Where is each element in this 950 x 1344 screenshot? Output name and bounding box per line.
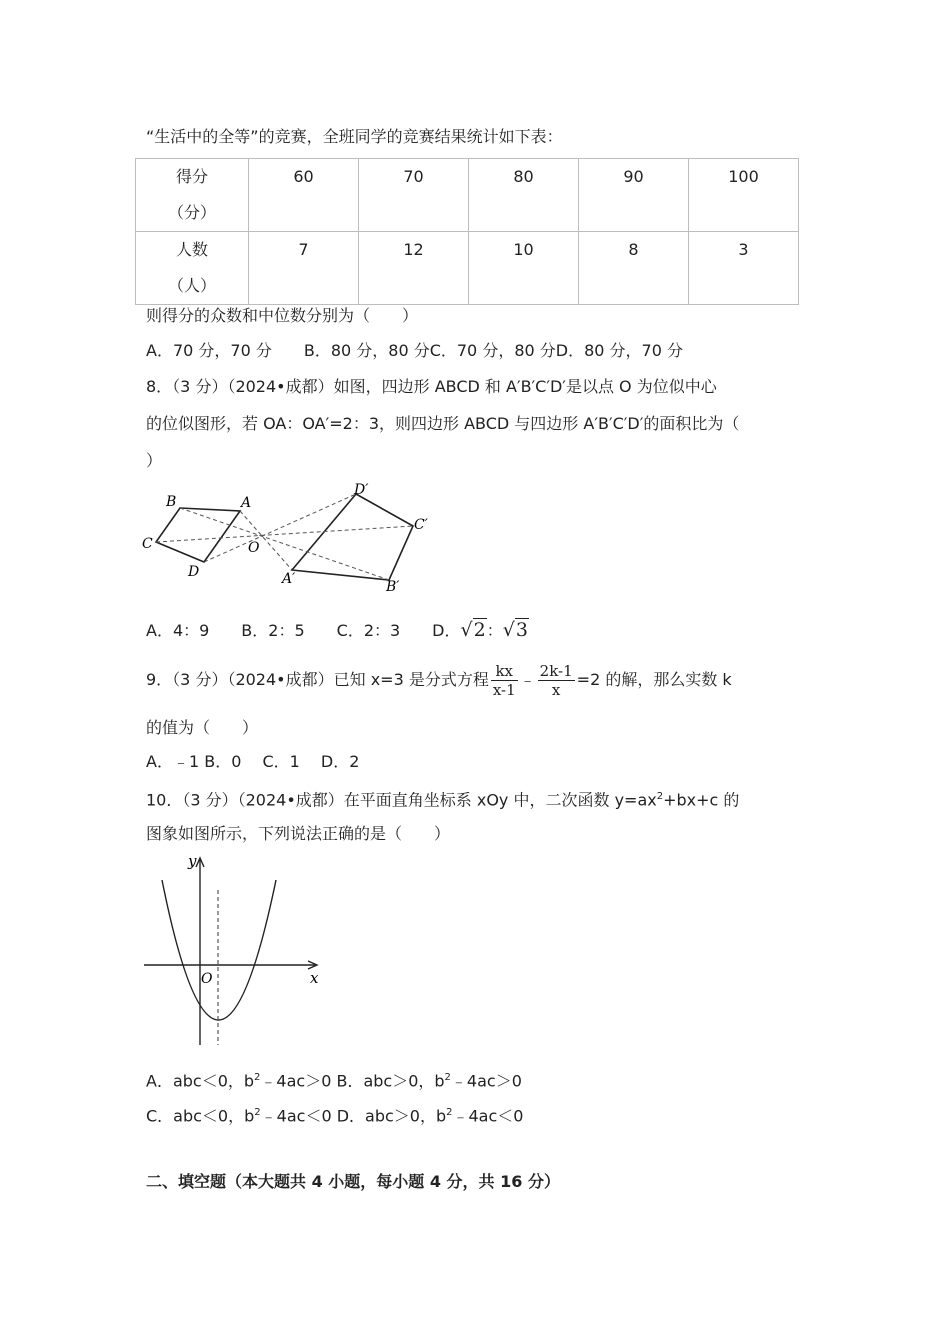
- table-cell: 7: [249, 232, 359, 305]
- q9-line2: 的值为（ ）: [146, 718, 259, 737]
- table-cell: 100: [689, 159, 799, 232]
- table-cell: 90: [579, 159, 689, 232]
- label-cprime: C′: [414, 517, 428, 533]
- q7-stem: 则得分的众数和中位数分别为（ ）: [146, 306, 419, 325]
- score-table: [135, 158, 799, 305]
- q8-line3: ）: [146, 451, 163, 470]
- table-cell: 10: [469, 232, 579, 305]
- table-cell: 70: [359, 159, 469, 232]
- label-c: C: [142, 536, 153, 552]
- q8-line1: 8．（3 分）（2024•成都）如图，四边形 ABCD 和 A′B′C′D′是以点 O 为位似中心: [146, 377, 717, 396]
- q10-options-cd: C．abc＜0，$b^2﹣4ac<0$ D．abc＞0，$b^2﹣4ac<0$: [146, 1106, 524, 1126]
- q7-intro: “生活中的全等”的竞赛，全班同学的竞赛结果统计如下表：: [146, 127, 563, 146]
- q10-line2: 图象如图所示，下列说法正确的是（ ）: [146, 824, 451, 843]
- q8-options: A．4：9 B．2：5 C．2：3 D．√2：√3: [146, 619, 528, 641]
- sqrt-3: √3: [502, 619, 528, 641]
- q9-options: A．﹣1 B．0 C．1 D．2: [146, 752, 360, 771]
- label-origin: O: [201, 971, 213, 987]
- table-header-cell: 人数 （人）: [136, 232, 249, 305]
- sqrt-2: √2: [460, 619, 486, 641]
- q10-options-ab: A．abc＜0，$b^2﹣4ac>0$ B．abc＞0，$b^2﹣4ac>0$: [146, 1071, 522, 1091]
- table-cell: 8: [579, 232, 689, 305]
- table-header-cell: 得分 （分）: [136, 159, 249, 232]
- table-row: [136, 159, 799, 232]
- table-cell: 3: [689, 232, 799, 305]
- label-x: x: [310, 969, 319, 987]
- quad-abcd: [156, 508, 240, 562]
- section-heading: 二、填空题（本大题共 4 小题，每小题 4 分，共 16 分）: [146, 1172, 560, 1191]
- table-row: [136, 232, 799, 305]
- table-cell: 12: [359, 232, 469, 305]
- q10-line1: 10．（3 分）（2024•成都）在平面直角坐标系 xOy 中，二次函数 $y=ax^2+bx+c$ 的: [146, 790, 740, 810]
- q8-line2: 的位似图形，若 OA：OA′=2：3，则四边形 ABCD 与四边形 A′B′C′D′的面积比为（: [146, 414, 740, 433]
- label-aprime: A′: [282, 571, 296, 587]
- q7-options: A．70 分，70 分 B．80 分，80 分C．70 分，80 分D．80 分，70 分: [146, 341, 683, 360]
- label-o: O: [248, 540, 260, 556]
- fraction-kx: $\frac{kx}{x-1}$: [492, 662, 516, 699]
- label-y: y: [188, 852, 197, 870]
- parabola-curve: [162, 880, 276, 1020]
- table-cell: 80: [469, 159, 579, 232]
- table-cell: 60: [249, 159, 359, 232]
- q9-line1: 9．（3 分）（2024•成都）已知 x=3 是分式方程 $\frac{kx}{x-1}$ ﹣ $\frac{2k-1}{x}$ =2 的解，那么实数 k: [146, 662, 732, 699]
- parabola-figure: [140, 850, 330, 1046]
- homothety-figure: [136, 478, 446, 598]
- label-dprime: D′: [354, 482, 369, 498]
- label-d: D: [188, 564, 200, 580]
- label-bprime: B′: [386, 579, 400, 595]
- label-a: A: [241, 495, 252, 511]
- label-b: B: [166, 494, 177, 510]
- fraction-2k: $\frac{2k-1}{x}$: [539, 662, 573, 699]
